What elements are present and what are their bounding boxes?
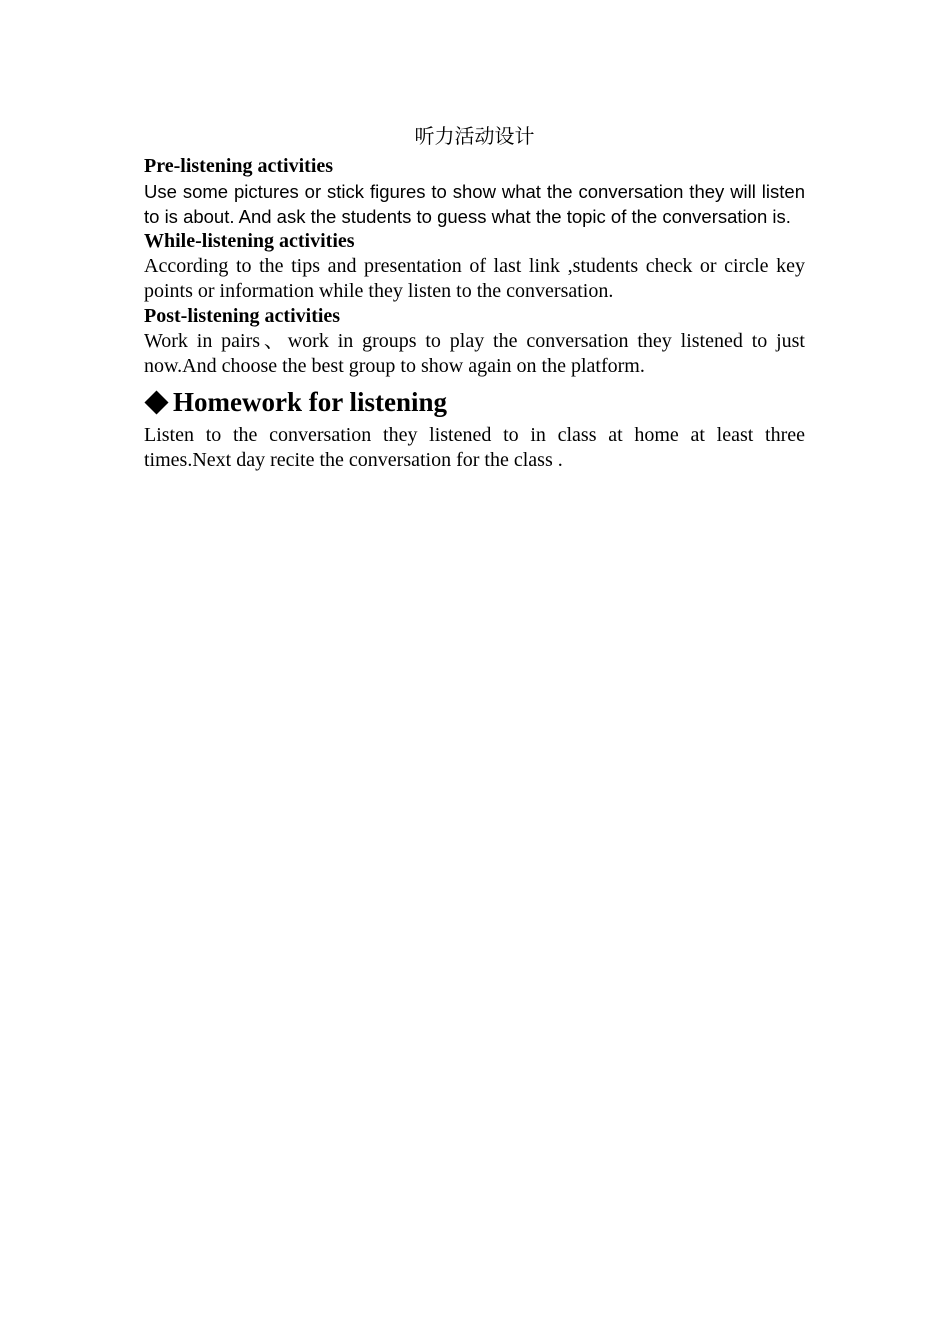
section-post-listening xyxy=(144,304,805,379)
diamond-bullet-icon xyxy=(144,390,168,414)
homework-heading: Homework for listening xyxy=(173,387,447,417)
homework-body: Listen to the conversation they listened to in class at home at least three times.Next day recite the conversation for the class . xyxy=(144,424,805,471)
homework-heading-row xyxy=(144,385,805,419)
section-heading: Pre-listening activities xyxy=(144,155,334,177)
section-heading: While-listening activities xyxy=(144,230,355,252)
section-body: Work in pairs、work in groups to play the conversation they listened to just now.And choose the best group to show again on the platform. xyxy=(144,330,805,377)
section-while-listening xyxy=(144,229,805,304)
section-body: Use some pictures or stick figures to show what the conversation they will listen to is about. And ask the students to guess what the topic of the conversation is. xyxy=(144,181,805,227)
section-homework xyxy=(144,385,805,473)
section-body: According to the tips and presentation of last link ,students check or circle key points or information while they listen to the conversation. xyxy=(144,255,805,302)
section-heading: Post-listening activities xyxy=(144,305,341,327)
section-pre-listening xyxy=(144,154,805,229)
document-title: 听力活动设计 xyxy=(414,124,535,148)
document-page xyxy=(144,118,805,473)
